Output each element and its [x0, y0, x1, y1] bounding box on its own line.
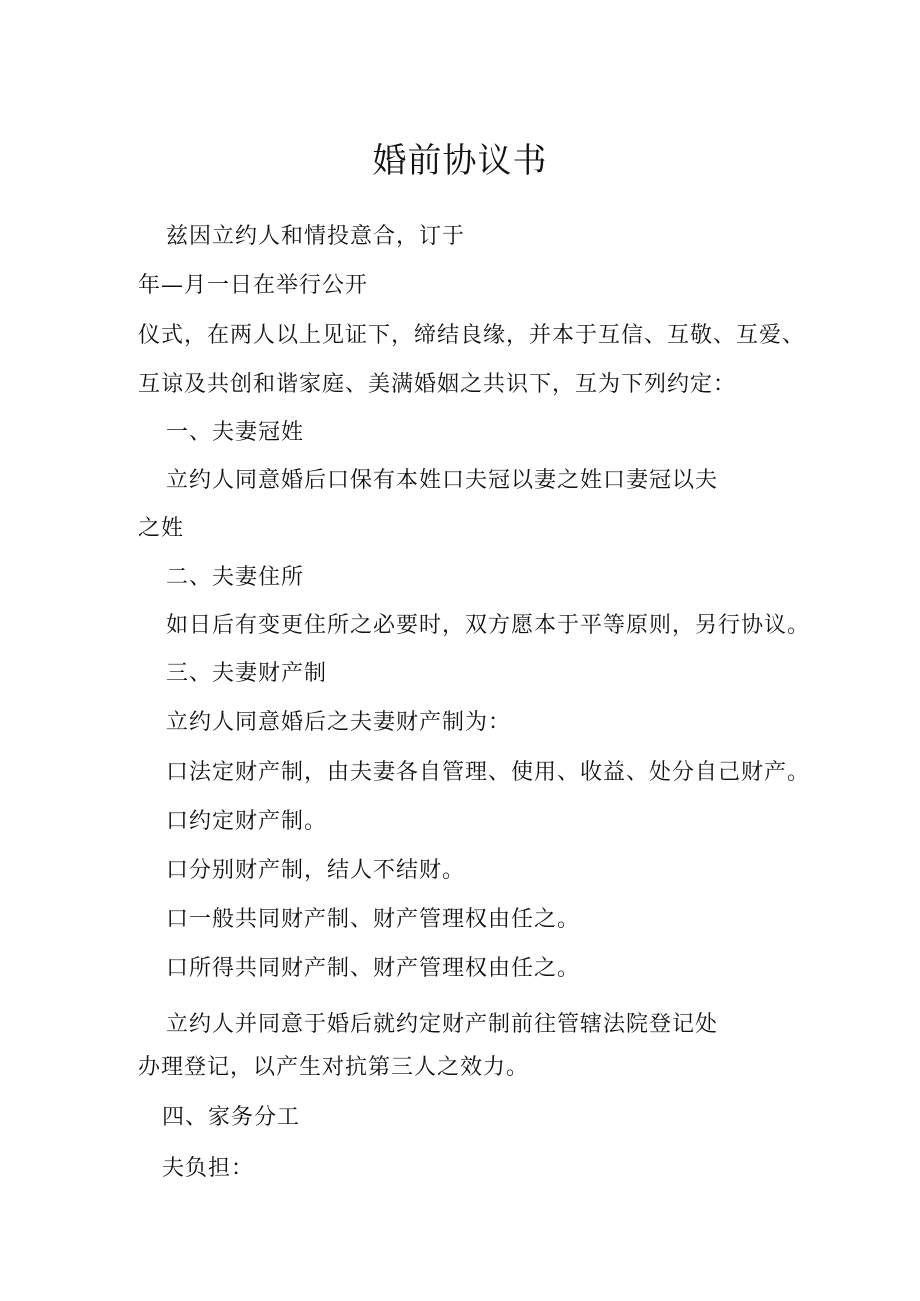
residence-clause: 如日后有变更住所之必要时，双方愿本于平等原则，另行协议。 [166, 613, 811, 638]
section-heading-surname: 一、夫妻冠姓 [166, 420, 305, 445]
surname-clause-line-1: 立约人同意婚后口保有本姓口夫冠以妻之姓口妻冠以夫 [166, 468, 719, 493]
intro-line-3: 仪式，在两人以上见证下，缔结良缘，并本于互信、互敬、互爱、 [138, 323, 806, 348]
property-option-statutory: 口法定财产制，由夫妻各自管理、使用、收益、处分自己财产。 [166, 760, 811, 785]
registration-clause-line-2: 办理登记，以产生对抗第三人之效力。 [138, 1055, 530, 1080]
property-intro: 立约人同意婚后之夫妻财产制为： [166, 710, 512, 735]
property-option-acquired-joint: 口所得共同财产制、财产管理权由任之。 [166, 956, 581, 981]
registration-clause-line-1: 立约人并同意于婚后就约定财产制前往管辖法院登记处 [166, 1012, 719, 1037]
property-option-separate: 口分别财产制，结人不结财。 [166, 858, 466, 883]
property-option-general-joint: 口一般共同财产制、财产管理权由任之。 [166, 907, 581, 932]
intro-line-4: 互谅及共创和谐家庭、美满婚姻之共识下，互为下列约定： [138, 372, 737, 397]
section-heading-residence: 二、夫妻住所 [166, 565, 305, 590]
property-option-agreed: 口约定财产制。 [166, 809, 328, 834]
intro-line-2: 年—月一日在举行公开 [138, 273, 369, 298]
surname-clause-line-2: 之姓 [138, 516, 185, 541]
document-title: 婚前协议书 [372, 141, 548, 181]
husband-duty-label: 夫负担： [162, 1156, 255, 1181]
section-heading-housework: 四、家务分工 [162, 1105, 301, 1130]
section-heading-property: 三、夫妻财产制 [166, 661, 328, 686]
intro-line-1: 兹因立约人和情投意合，订于 [166, 224, 466, 249]
